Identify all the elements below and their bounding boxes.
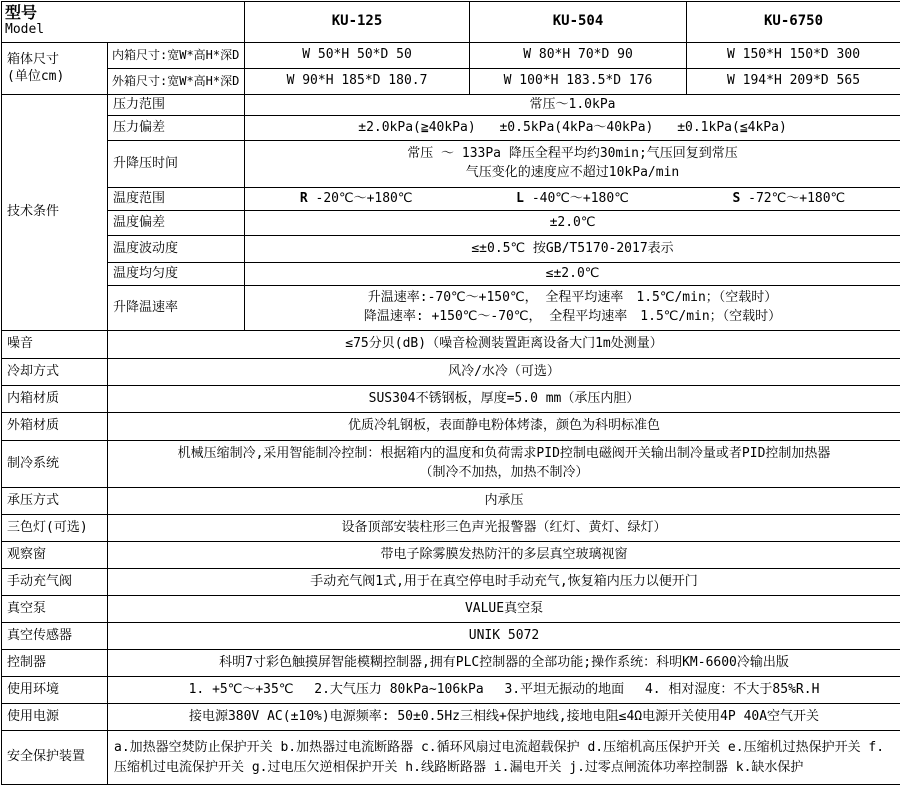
temp-range-key-r: R: [300, 191, 308, 206]
controller-value: 科明7寸彩色触摸屏智能模糊控制器,拥有PLC控制器的全部功能;操作系统：科明KM-6600冷输出版: [108, 650, 900, 677]
vacuum-pump-value: VALUE真空泵: [108, 596, 900, 623]
inner-material-label: 内箱材质: [2, 386, 108, 413]
model-title-zh: 型号: [5, 4, 241, 22]
manual-valve-value: 手动充气阀1式,用于在真空停电时手动充气,恢复箱内压力以便开门: [108, 569, 900, 596]
refrigeration-row: [2, 441, 900, 488]
pressure-range-label: 压力范围: [108, 95, 245, 116]
outer-dim-ku125: W 90*H 185*D 180.7: [245, 69, 470, 95]
pressure-time-label: 升降压时间: [108, 141, 245, 188]
pressure-bearing-value: 内承压: [108, 488, 900, 515]
noise-label: 噪音: [2, 331, 108, 359]
refrigeration-line-2: （制冷不加热，加热不制冷）: [111, 464, 897, 483]
safety-row: [2, 731, 900, 785]
refrigeration-label: 制冷系统: [2, 441, 108, 488]
pressure-dev-row: [2, 116, 900, 141]
safety-label: 安全保护装置: [2, 731, 108, 785]
temp-range-seg-l: [516, 191, 629, 207]
dimensions-unit: (单位cm): [7, 69, 64, 84]
inner-dim-ku504: W 80*H 70*D 90: [470, 43, 687, 69]
vacuum-pump-label: 真空泵: [2, 596, 108, 623]
tricolor-lamp-row: [2, 515, 900, 542]
tricolor-lamp-value: 设备顶部安装柱形三色声光报警器（红灯、黄灯、绿灯）: [108, 515, 900, 542]
model-header-cell: [2, 2, 245, 43]
temp-dev-row: [2, 211, 900, 236]
power-label: 使用电源: [2, 704, 108, 731]
temp-range-val-r: -20℃～+180℃: [316, 191, 413, 206]
temp-range-seg-r: [300, 191, 413, 207]
temp-range-label: 温度范围: [108, 188, 245, 211]
model-name-ku125: KU-125: [245, 2, 470, 43]
vacuum-sensor-row: [2, 623, 900, 650]
temp-unif-row: [2, 263, 900, 286]
window-label: 观察窗: [2, 542, 108, 569]
temp-rate-line-2: 降温速率: +150℃～-70℃， 全程平均速率 1.5℃/min；（空载时）: [248, 308, 897, 327]
temp-unif-label: 温度均匀度: [108, 263, 245, 286]
manual-valve-label: 手动充气阀: [2, 569, 108, 596]
technical-section-label: 技术条件: [2, 95, 108, 331]
temp-range-key-l: L: [516, 191, 524, 206]
pressure-time-row: [2, 141, 900, 188]
cooling-value: 风冷/水冷（可选）: [108, 359, 900, 386]
power-row: [2, 704, 900, 731]
cooling-label: 冷却方式: [2, 359, 108, 386]
outer-material-value: 优质冷轧钢板，表面静电粉体烤漆，颜色为科明标准色: [108, 413, 900, 441]
vacuum-sensor-value: UNIK 5072: [108, 623, 900, 650]
window-value: 带电子除雾膜发热防汗的多层真空玻璃视窗: [108, 542, 900, 569]
environment-label: 使用环境: [2, 677, 108, 704]
pressure-bearing-row: [2, 488, 900, 515]
pressure-dev-seg-3: ±0.1kPa(≦4kPa): [677, 120, 787, 136]
temp-fluct-label: 温度波动度: [108, 236, 245, 263]
temp-dev-value: ±2.0℃: [245, 211, 900, 236]
temp-range-key-s: S: [733, 191, 741, 206]
inner-material-row: [2, 386, 900, 413]
spec-table: [1, 1, 900, 785]
temp-rate-line-1: 升温速率:-70℃～+150℃， 全程平均速率 1.5℃/min；（空载时）: [248, 289, 897, 308]
outer-dim-label: 外箱尺寸:宽W*高H*深D: [108, 69, 245, 95]
vacuum-pump-row: [2, 596, 900, 623]
inner-dim-row: [2, 43, 900, 69]
refrigeration-value: [108, 441, 900, 488]
temp-rate-label: 升降温速率: [108, 286, 245, 331]
temp-range-seg-s: [733, 191, 846, 207]
temp-range-row: [2, 188, 900, 211]
outer-material-row: [2, 413, 900, 441]
safety-value: a.加热器空焚防止保护开关 b.加热器过电流断路器 c.循环风扇过电流超载保护 d.压缩机高压保护开关 e.压缩机过热保护开关 f.压缩机过电流保护开关 g.过电压欠逆相保护开关 h.线路断路器 i.漏电开关 j.过零点闸流体功率控制器 k.缺水保护: [108, 731, 900, 785]
temp-fluct-row: [2, 236, 900, 263]
window-row: [2, 542, 900, 569]
power-value: 接电源380V AC(±10%)电源频率: 50±0.5Hz三相线+保护地线,接地电阻≤4Ω电源开关使用4P 40A空气开关: [108, 704, 900, 731]
temp-rate-value: [245, 286, 900, 331]
pressure-time-line-1: 常压 ～ 133Pa 降压全程平均约30min;气压回复到常压: [248, 145, 897, 164]
cooling-row: [2, 359, 900, 386]
outer-dim-ku504: W 100*H 183.5*D 176: [470, 69, 687, 95]
refrigeration-line-1: 机械压缩制冷,采用智能制冷控制：根据箱内的温度和负荷需求PID控制电磁阀开关输出制冷量或者PID控制加热器: [111, 445, 897, 464]
outer-dim-row: [2, 69, 900, 95]
temp-range-val-l: -40℃～+180℃: [532, 191, 629, 206]
pressure-dev-seg-1: ±2.0kPa(≧40kPa): [358, 120, 475, 136]
model-name-ku504: KU-504: [470, 2, 687, 43]
temp-fluct-value: ≤±0.5℃ 按GB/T5170-2017表示: [245, 236, 900, 263]
model-name-ku6750: KU-6750: [687, 2, 900, 43]
inner-dim-label: 内箱尺寸:宽W*高H*深D: [108, 43, 245, 69]
inner-dim-ku6750: W 150*H 150*D 300: [687, 43, 900, 69]
noise-row: [2, 331, 900, 359]
temp-range-value: [245, 188, 900, 211]
dimensions-section-label: [2, 43, 108, 95]
manual-valve-row: [2, 569, 900, 596]
dimensions-label-zh: 箱体尺寸: [7, 52, 59, 67]
pressure-time-line-2: 气压变化的速度应不超过10kPa/min: [248, 164, 897, 183]
pressure-range-value: 常压～1.0kPa: [245, 95, 900, 116]
outer-dim-ku6750: W 194*H 209*D 565: [687, 69, 900, 95]
temp-range-val-s: -72℃～+180℃: [748, 191, 845, 206]
pressure-dev-seg-2: ±0.5kPa(4kPa～40kPa): [499, 120, 653, 136]
pressure-bearing-label: 承压方式: [2, 488, 108, 515]
noise-value: ≤75分贝(dB)（噪音检测装置距离设备大门1m处测量）: [108, 331, 900, 359]
controller-label: 控制器: [2, 650, 108, 677]
model-title-en: Model: [5, 22, 241, 38]
inner-material-value: SUS304不锈钢板，厚度=5.0 mm（承压内胆）: [108, 386, 900, 413]
temp-unif-value: ≤±2.0℃: [245, 263, 900, 286]
controller-row: [2, 650, 900, 677]
environment-value: 1. +5℃～+35℃ 2.大气压力 80kPa~106kPa 3.平坦无振动的地面 4. 相对湿度：不大于85%R.H: [108, 677, 900, 704]
temp-rate-row: [2, 286, 900, 331]
environment-row: [2, 677, 900, 704]
outer-material-label: 外箱材质: [2, 413, 108, 441]
inner-dim-ku125: W 50*H 50*D 50: [245, 43, 470, 69]
pressure-time-value: [245, 141, 900, 188]
header-row: [2, 2, 900, 43]
tricolor-lamp-label: 三色灯(可选): [2, 515, 108, 542]
pressure-dev-value: [245, 116, 900, 141]
pressure-dev-label: 压力偏差: [108, 116, 245, 141]
vacuum-sensor-label: 真空传感器: [2, 623, 108, 650]
temp-dev-label: 温度偏差: [108, 211, 245, 236]
pressure-range-row: [2, 95, 900, 116]
